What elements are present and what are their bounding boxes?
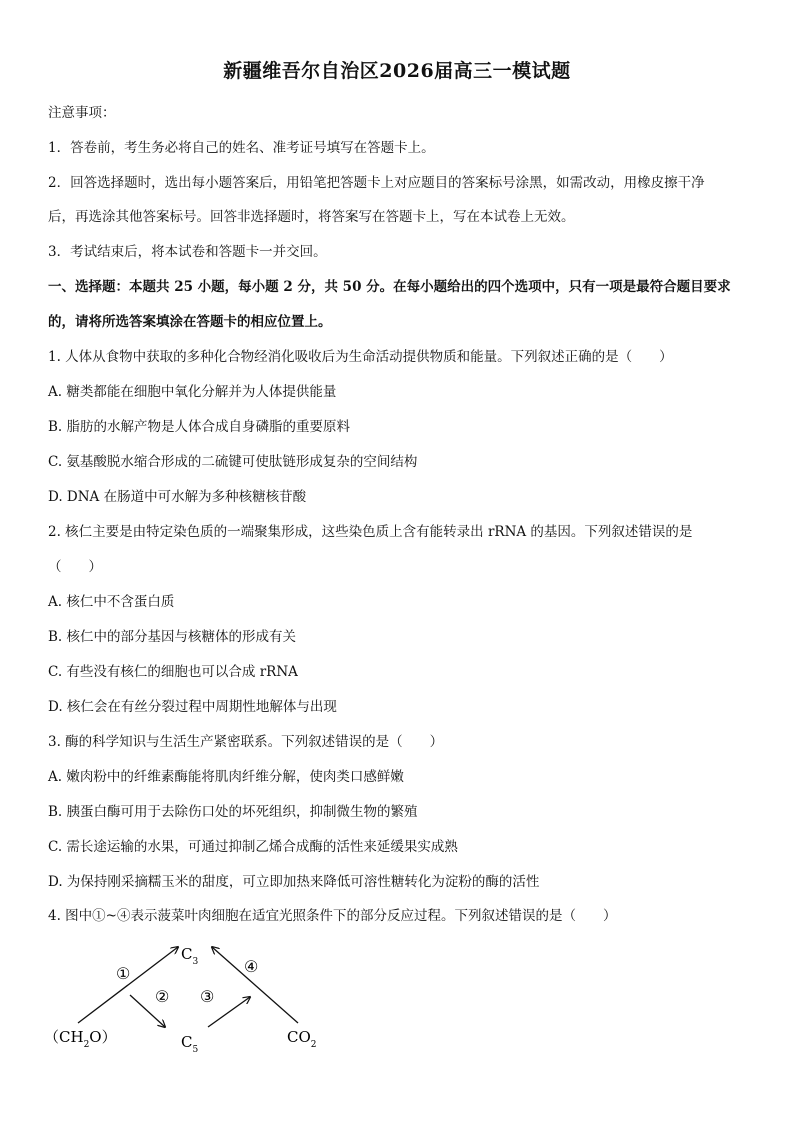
step-4-marker: ④: [244, 957, 259, 976]
question-1-option-d: D. DNA 在肠道中可水解为多种核糖核苷酸: [48, 489, 307, 505]
section-heading-cont: 的，请将所选答案填涂在答题卡的相应位置上。: [48, 314, 332, 330]
question-3-option-c: C. 需长途运输的水果，可通过抑制乙烯合成酶的活性来延缓果实成熟: [48, 839, 458, 855]
arrow-step-1: [78, 947, 178, 1023]
question-2-stem-cont: （ ）: [48, 559, 102, 575]
exam-title: 新疆维吾尔自治区2026届高三一模试题: [223, 60, 571, 82]
co2-label: $CO_2$: [287, 1028, 317, 1050]
question-2-option-d: D. 核仁会在有丝分裂过程中周期性地解体与出现: [48, 699, 337, 715]
question-3-option-d: D. 为保持刚采摘糯玉米的甜度，可立即加热来降低可溶性糖转化为淀粉的酶的活性: [48, 874, 540, 890]
notice-item-3: 3．考试结束后，将本试卷和答题卡一并交回。: [48, 244, 327, 260]
notice-item-1: 1．答卷前，考生务必将自己的姓名、准考证号填写在答题卡上。: [48, 140, 435, 156]
question-3-option-a: A. 嫩肉粉中的纤维素酶能将肌肉纤维分解，使肉类口感鲜嫩: [48, 769, 404, 785]
notice-item-2: 2．回答选择题时，选出每小题答案后，用铅笔把答题卡上对应题目的答案标号涂黑，如需改动，用橡皮擦干净: [48, 175, 705, 191]
notice-item-2-cont: 后，再选涂其他答案标号。回答非选择题时，将答案写在答题卡上，写在本试卷上无效。: [48, 209, 575, 225]
step-1-marker: ①: [116, 964, 131, 983]
question-2-option-c: C. 有些没有核仁的细胞也可以合成 rRNA: [48, 664, 298, 680]
c5-label: $C_5$: [181, 1033, 199, 1055]
question-1-option-c: C. 氨基酸脱水缩合形成的二硫键可使肽链形成复杂的空间结构: [48, 454, 418, 470]
question-1-stem: 1. 人体从食物中获取的多种化合物经消化吸收后为生命活动提供物质和能量。下列叙述正确的是（ ）: [48, 349, 673, 365]
question-4-stem: 4. 图中①~④表示菠菜叶肉细胞在适宜光照条件下的部分反应过程。下列叙述错误的是（ ）: [48, 908, 617, 924]
step-2-marker: ②: [155, 987, 170, 1006]
step-3-marker: ③: [200, 987, 215, 1006]
question-2-stem: 2. 核仁主要是由特定染色质的一端聚集形成，这些染色质上含有能转录出 rRNA 的基因。下列叙述错误的是: [48, 524, 693, 540]
calvin-cycle-diagram: [40, 935, 360, 1065]
notice-heading: 注意事项：: [48, 105, 116, 121]
question-3-stem: 3. 酶的科学知识与生活生产紧密联系。下列叙述错误的是（ ）: [48, 734, 444, 750]
question-1-option-a: A. 糖类都能在细胞中氧化分解并为人体提供能量: [48, 384, 337, 400]
ch2o-label: $(CH_2O)$: [44, 1028, 117, 1050]
question-2-option-a: A. 核仁中不含蛋白质: [48, 594, 175, 610]
question-2-option-b: B. 核仁中的部分基因与核糖体的形成有关: [48, 629, 297, 645]
question-3-option-b: B. 胰蛋白酶可用于去除伤口处的坏死组织，抑制微生物的繁殖: [48, 804, 418, 820]
section-heading: 一、选择题：本题共 25 小题，每小题 2 分，共 50 分。在每小题给出的四个选项中，只有一项是最符合题目要求: [48, 279, 731, 295]
c3-label: $C_3$: [181, 945, 199, 967]
question-1-option-b: B. 脂肪的水解产物是人体合成自身磷脂的重要原料: [48, 419, 351, 435]
